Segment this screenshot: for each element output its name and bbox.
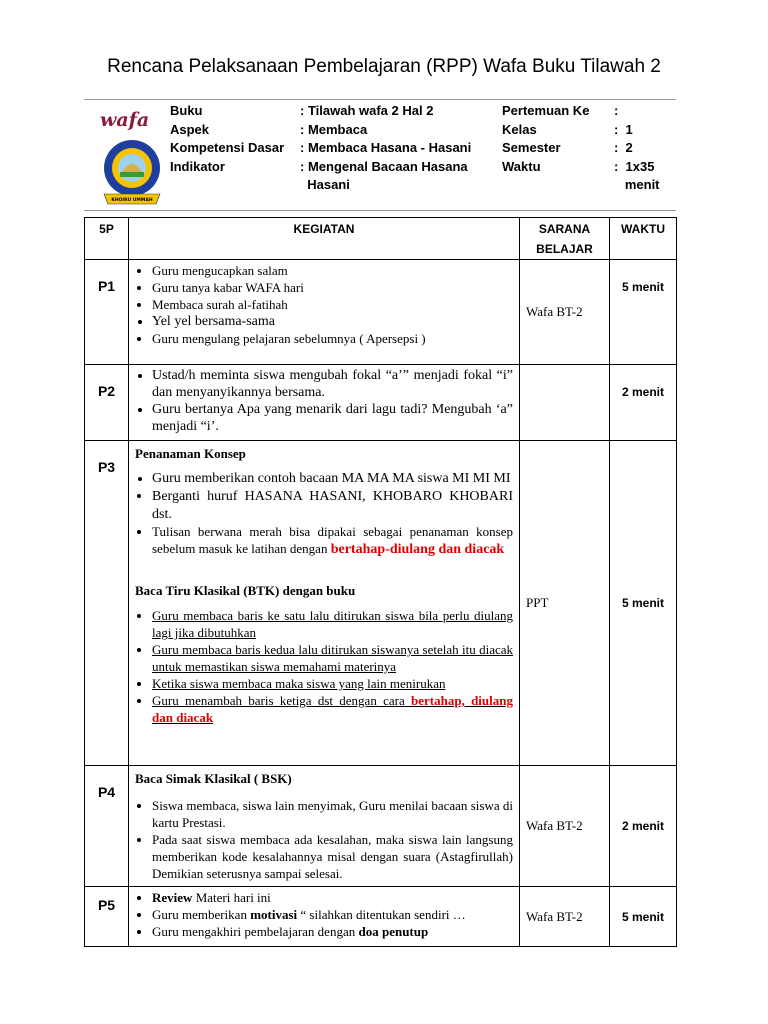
value-semester: : 2 [614,140,633,155]
activity-p1 [129,260,520,365]
value-indikator: : Mengenal Bacaan Hasana [300,158,468,174]
page-title: Rencana Pelaksanaan Pembelajaran (RPP) Wafa Buku Tilawah 2 [107,56,661,77]
value-waktu-unit: menit [614,177,660,192]
list-item: • Guru membaca baris ke satu lalu ditirukan siswa bila perlu diulang lagi jika dibutuhkan [152,607,513,641]
list-item: • Berganti huruf HASANA HASANI, KHOBARO KHOBARI dst. [152,487,513,523]
activity-p4 [129,766,520,887]
wafa-logo-text: wafa [100,109,150,131]
label-indikator: Indikator [170,158,225,174]
list-item: • Guru bertanya Apa yang menarik dari lagu tadi? Mengubah ‘a” menjadi “i’. [152,401,513,435]
list-item: • Yel yel bersama-sama [152,313,513,330]
phase-p5: P5 [85,887,129,947]
time-p2: 2 menit [610,365,677,441]
phase-p2: P2 [85,365,129,441]
list-item: • Ustad/h meminta siswa mengubah fokal “a’” menjadi fokal “i” dan menyanyikannya bersama. [152,367,513,401]
col-sarana: SARANA BELAJAR [520,218,610,260]
label-pertemuan: Pertemuan Ke [502,103,590,118]
table-row-p3 [85,441,677,766]
activity-table [84,217,677,947]
time-p1: 5 menit [610,260,677,365]
phase-p4: P4 [85,766,129,887]
table-row-p2 [85,365,677,441]
list-item: • Pada saat siswa membaca ada kesalahan, maka siswa lain langsung memberikan kode kesalahannya misal dengan suara (Astagfirullah) Demikian seterusnya sampai selesai. [152,831,513,882]
header-info [84,99,676,211]
list-item: • Tulisan berwana merah bisa dipakai sebagai penanaman konsep sebelum masuk ke latihan dengan bertahap-diulang dan diacak [152,523,513,558]
time-p3: 5 menit [610,441,677,766]
label-semester: Semester [502,140,561,155]
activity-p5 [129,887,520,947]
label-kompetensi: Kompetensi Dasar [170,140,285,155]
col-waktu: WAKTU [610,218,677,260]
phase-p1: P1 [85,260,129,365]
col-kegiatan: KEGIATAN [129,218,520,260]
col-5p: 5P [85,218,129,260]
label-buku: Buku [170,103,203,118]
list-item: • Guru membaca baris kedua lalu ditirukan siswanya setelah itu diacak untuk memastikan siswa memahami materinya [152,641,513,675]
media-p2 [520,365,610,441]
list-item: • Guru mengakhiri pembelajaran dengan doa penutup [152,923,513,940]
activity-p3 [129,441,520,766]
table-row-p1 [85,260,677,365]
list-item: • Review Materi hari ini [152,889,513,906]
value-aspek: : Membaca [300,121,368,137]
activity-p2 [129,365,520,441]
value-pertemuan: : [614,103,619,118]
phase-p3: P3 [85,441,129,766]
label-waktu: Waktu [502,158,541,174]
school-logo [96,106,168,210]
media-p3: PPT [520,441,610,766]
label-aspek: Aspek [170,121,210,137]
table-row-p5 [85,887,677,947]
time-p4: 2 menit [610,766,677,887]
section-heading: Baca Simak Klasikal ( BSK) [135,771,292,786]
logo-ribbon: KHOIRU UMMAH [111,198,153,203]
list-item: • Membaca surah al-fatihah [152,296,513,313]
media-p1: Wafa BT-2 [520,260,610,365]
label-kelas: Kelas [502,121,537,137]
value-indikator-cont: Hasani [300,177,350,192]
table-row-p4 [85,766,677,887]
value-kelas: : 1 [614,121,633,137]
value-kompetensi: : Membaca Hasana - Hasani [300,140,472,155]
media-p5: Wafa BT-2 [520,887,610,947]
value-buku: : Tilawah wafa 2 Hal 2 [300,103,434,118]
list-item: • Ketika siswa membaca maka siswa yang lain menirukan [152,675,513,692]
list-item: • Guru mengucapkan salam [152,262,513,279]
time-p5: 5 menit [610,887,677,947]
red-emphasis: bertahap, diulang dan diacak [152,693,513,725]
list-item: • Guru memberikan contoh bacaan MA MA MA siswa MI MI MI [152,470,513,487]
list-item: • Siswa membaca, siswa lain menyimak, Guru menilai bacaan siswa di kartu Prestasi. [152,797,513,831]
media-p4: Wafa BT-2 [520,766,610,887]
list-item: • Guru memberikan motivasi “ silahkan ditentukan sendiri … [152,906,513,923]
red-emphasis: bertahap-diulang dan diacak [330,542,505,557]
table-header-row [85,218,677,260]
value-waktu: : 1x35 [614,158,655,174]
section-heading: Penanaman Konsep [135,446,246,461]
list-item: • Guru menambah baris ketiga dst dengan cara bertahap, diulang dan diacak [152,692,513,726]
list-item: • Guru tanya kabar WAFA hari [152,279,513,296]
section-heading: Baca Tiru Klasikal (BTK) dengan buku [135,583,356,598]
list-item: • Guru mengulang pelajaran sebelumnya ( Apersepsi ) [152,330,513,347]
